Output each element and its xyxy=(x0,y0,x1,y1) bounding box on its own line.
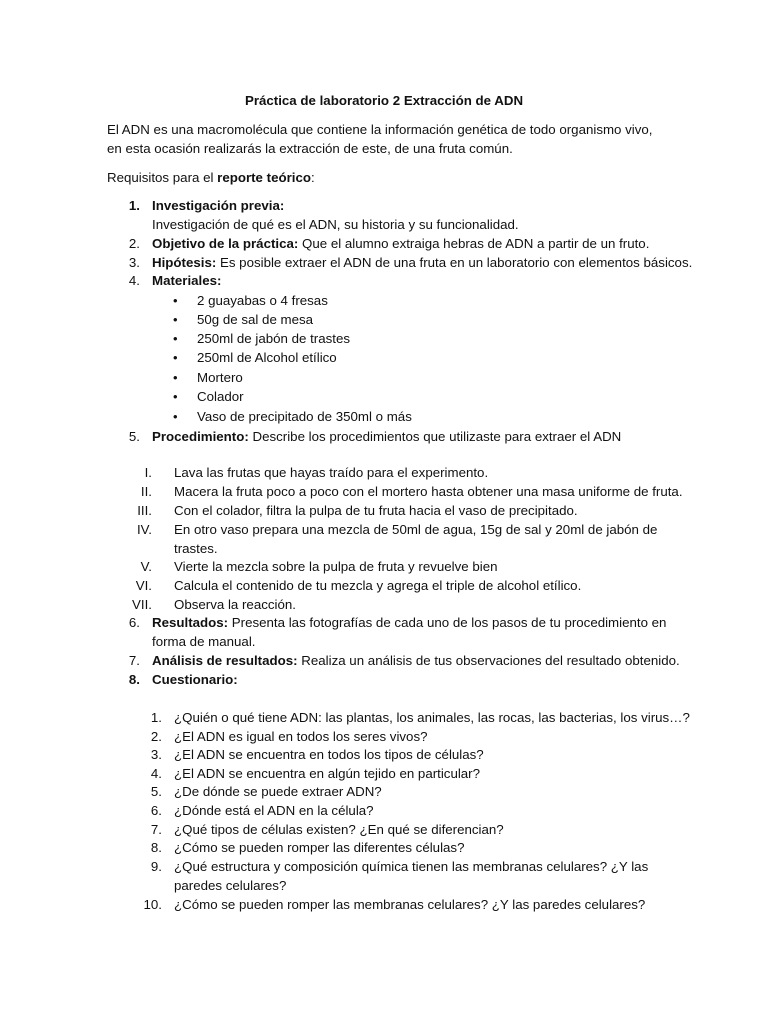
item-number: 6. xyxy=(128,615,140,630)
bullet-icon: • xyxy=(173,350,178,365)
item-number: 7. xyxy=(128,653,140,668)
intro-paragraph: El ADN es una macromolécula que contiene la información genética de todo organismo vivo, en esta ocasión realizarás la extracción de este, de una fruta común. xyxy=(107,122,653,156)
requisitos-bold: reporte teórico xyxy=(217,170,311,185)
item-number: 5. xyxy=(128,429,140,444)
item-text: Presenta las fotografías de cada uno de los pasos de tu procedimiento en xyxy=(228,615,667,630)
bullet-icon: • xyxy=(173,331,178,346)
requisitos-line xyxy=(107,168,667,187)
item-content xyxy=(152,253,692,272)
procedure-step-continuation: trastes. xyxy=(174,541,218,556)
item-text: Es posible extraer el ADN de una fruta en un laboratorio con elementos básicos. xyxy=(216,255,693,270)
bullet-icon: • xyxy=(173,312,178,327)
bullet-icon: • xyxy=(173,370,178,385)
item-label: Objetivo de la práctica: xyxy=(152,236,299,251)
item-label: Cuestionario: xyxy=(152,672,238,687)
item-label: Investigación previa: xyxy=(152,198,285,213)
item-number: 8. xyxy=(128,672,140,687)
document-title: Práctica de laboratorio 2 Extracción de ADN xyxy=(244,93,524,108)
requisitos-prefix: Requisitos para el xyxy=(107,170,218,185)
item-text: Investigación de qué es el ADN, su historia y su funcionalidad. xyxy=(152,217,519,232)
bullet-icon: • xyxy=(173,389,178,404)
item-text: Realiza un análisis de tus observaciones del resultado obtenido. xyxy=(297,653,680,668)
item-label: Materiales: xyxy=(152,273,222,288)
item-content xyxy=(152,427,621,446)
item-number: 2. xyxy=(128,236,140,251)
item-content xyxy=(152,234,649,253)
item-text-continuation: forma de manual. xyxy=(152,634,256,649)
item-text: Describe los procedimientos que utilizaste para extraer el ADN xyxy=(248,429,622,444)
item-label: Hipótesis: xyxy=(152,255,217,270)
item-label: Análisis de resultados: xyxy=(152,653,298,668)
document-page: Práctica de laboratorio 2 Extracción de ADN El ADN es una macromolécula que contiene la información genética de todo organismo vivo, en esta ocasión realizarás la extracción de este, de una fruta común. Requisitos para el reporte teórico: 1. Investigación previa: Investigación de qué es el ADN, su historia y su funcionalidad. 2. Objetivo de la práctica: Que el alumno extraiga hebras de ADN a partir de un fruto. 3. Hipótesis: Es posible extraer el ADN de una fruta en un laboratorio con elementos básicos. 4. Materiales: • 2 guayabas o 4 fresas • 50g de sal de mesa • 250ml de jabón de trastes • 250ml de Alcohol etílico • Mortero • Colador • Vaso de precipitado de 350ml o más 5. Procedimiento: Describe los procedimientos que utilizaste para extraer el ADN I. Lava las frutas que hayas traído para el experimento. II. Macera la fruta poco a poco con el mortero hasta obtener una masa uniforme de fruta. III. Con el colador, filtra la pulpa de tu fruta hacia el vaso de precipitado. IV. En otro vaso prepara una mezcla de 50ml de agua, 15g de sal y 20ml de jabón de trastes. V. Vierte la mezcla sobre la pulpa de fruta y revuelve bien VI. Calcula el contenido de tu mezcla y agrega el triple de alcohol etílico. VII. Observa la reacción. 6. Resultados: Presenta las fotografías de cada uno de los pasos de tu procedimiento en forma de manual. 7. Análisis de resultados: Realiza un análisis de tus observaciones del resultado obtenido. 8. Cuestionario: 1. ¿Quién o qué tiene ADN: las plantas, los animales, las rocas, las bacterias, los virus…? 2. ¿El ADN es igual en todos los seres vivos? 3. ¿El ADN se encuentra en todos los tipos de células? 4. ¿El ADN se encuentra en algún tejido en particular? 5. ¿De dónde se puede extraer ADN? 6. ¿Dónde está el ADN en la célula? 7. ¿Qué tipos de células existen? ¿En qué se diferencian? 8. ¿Cómo se pueden romper las diferentes células? 9. ¿Qué estructura y composición química tienen las membranas celulares? ¿Y las paredes celulares? 10. ¿Cómo se pueden romper las membranas celulares? ¿Y las paredes celulares? xyxy=(0,0,768,1024)
item-label: Resultados: xyxy=(152,615,229,630)
bullet-icon: • xyxy=(173,293,178,308)
item-label: Procedimiento: xyxy=(152,429,249,444)
item-text: Que el alumno extraiga hebras de ADN a partir de un fruto. xyxy=(298,236,650,251)
bullet-icon: • xyxy=(173,409,178,424)
requisitos-suffix: : xyxy=(310,170,315,185)
item-number: 4. xyxy=(128,273,140,288)
item-content xyxy=(152,651,680,670)
item-number: 3. xyxy=(128,255,140,270)
item-content xyxy=(152,613,666,632)
question-continuation: paredes celulares? xyxy=(174,878,287,893)
item-number: 1. xyxy=(128,198,140,213)
